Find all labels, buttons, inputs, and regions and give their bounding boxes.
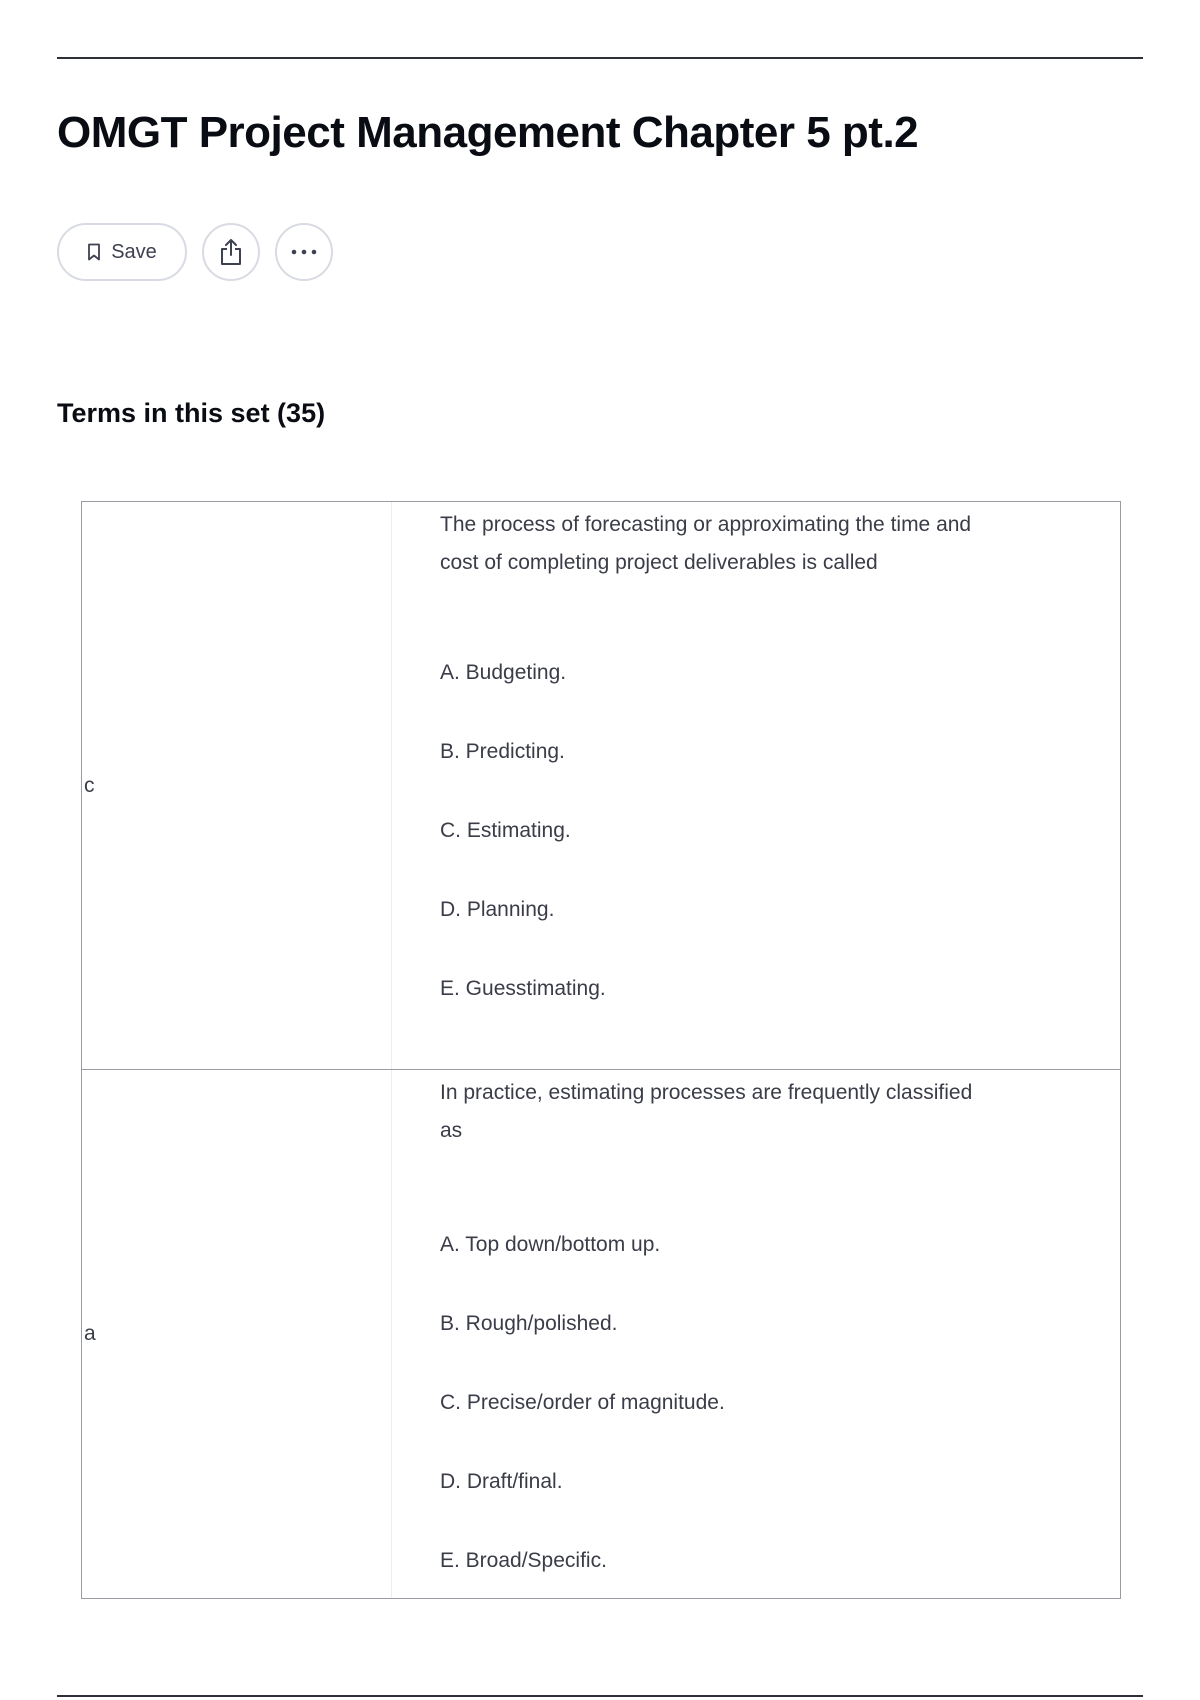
answer-text: c (84, 773, 95, 797)
option-list (440, 1226, 1120, 1621)
option-item: D. Planning. (440, 898, 555, 921)
bookmark-icon (87, 243, 101, 261)
more-options-button[interactable] (275, 223, 333, 281)
option-item: E. Guesstimating. (440, 977, 606, 1000)
option-item: C. Estimating. (440, 819, 571, 842)
bottom-divider (57, 1695, 1143, 1697)
option-item: E. Broad/Specific. (440, 1549, 607, 1572)
top-divider (57, 57, 1143, 59)
more-horizontal-icon (291, 249, 317, 255)
option-item: A. Budgeting. (440, 661, 567, 684)
answer-cell (82, 1070, 392, 1598)
option-item: D. Draft/final. (440, 1470, 563, 1493)
share-button[interactable] (202, 223, 260, 281)
option-item: A. Top down/bottom up. (440, 1233, 661, 1256)
question-text: In practice, estimating processes are frequently classified as (440, 1081, 973, 1142)
terms-heading: Terms in this set (35) (57, 398, 326, 428)
question-cell (392, 502, 1120, 1069)
answer-cell (82, 502, 392, 1069)
question-cell (392, 1070, 1120, 1598)
page-title: OMGT Project Management Chapter 5 pt.2 (57, 108, 919, 157)
answer-text: a (84, 1322, 96, 1345)
share-icon (219, 238, 243, 266)
save-label: Save (111, 240, 157, 263)
term-row (82, 502, 1120, 1069)
terms-table (81, 501, 1121, 1599)
option-list (440, 654, 1120, 1049)
question-text: The process of forecasting or approximating the time and cost of completing project deliverables is called (440, 513, 972, 574)
term-row (82, 1069, 1120, 1598)
option-item: B. Rough/polished. (440, 1312, 618, 1335)
option-item: C. Precise/order of magnitude. (440, 1391, 725, 1414)
save-button[interactable] (57, 223, 187, 281)
option-item: B. Predicting. (440, 740, 565, 763)
